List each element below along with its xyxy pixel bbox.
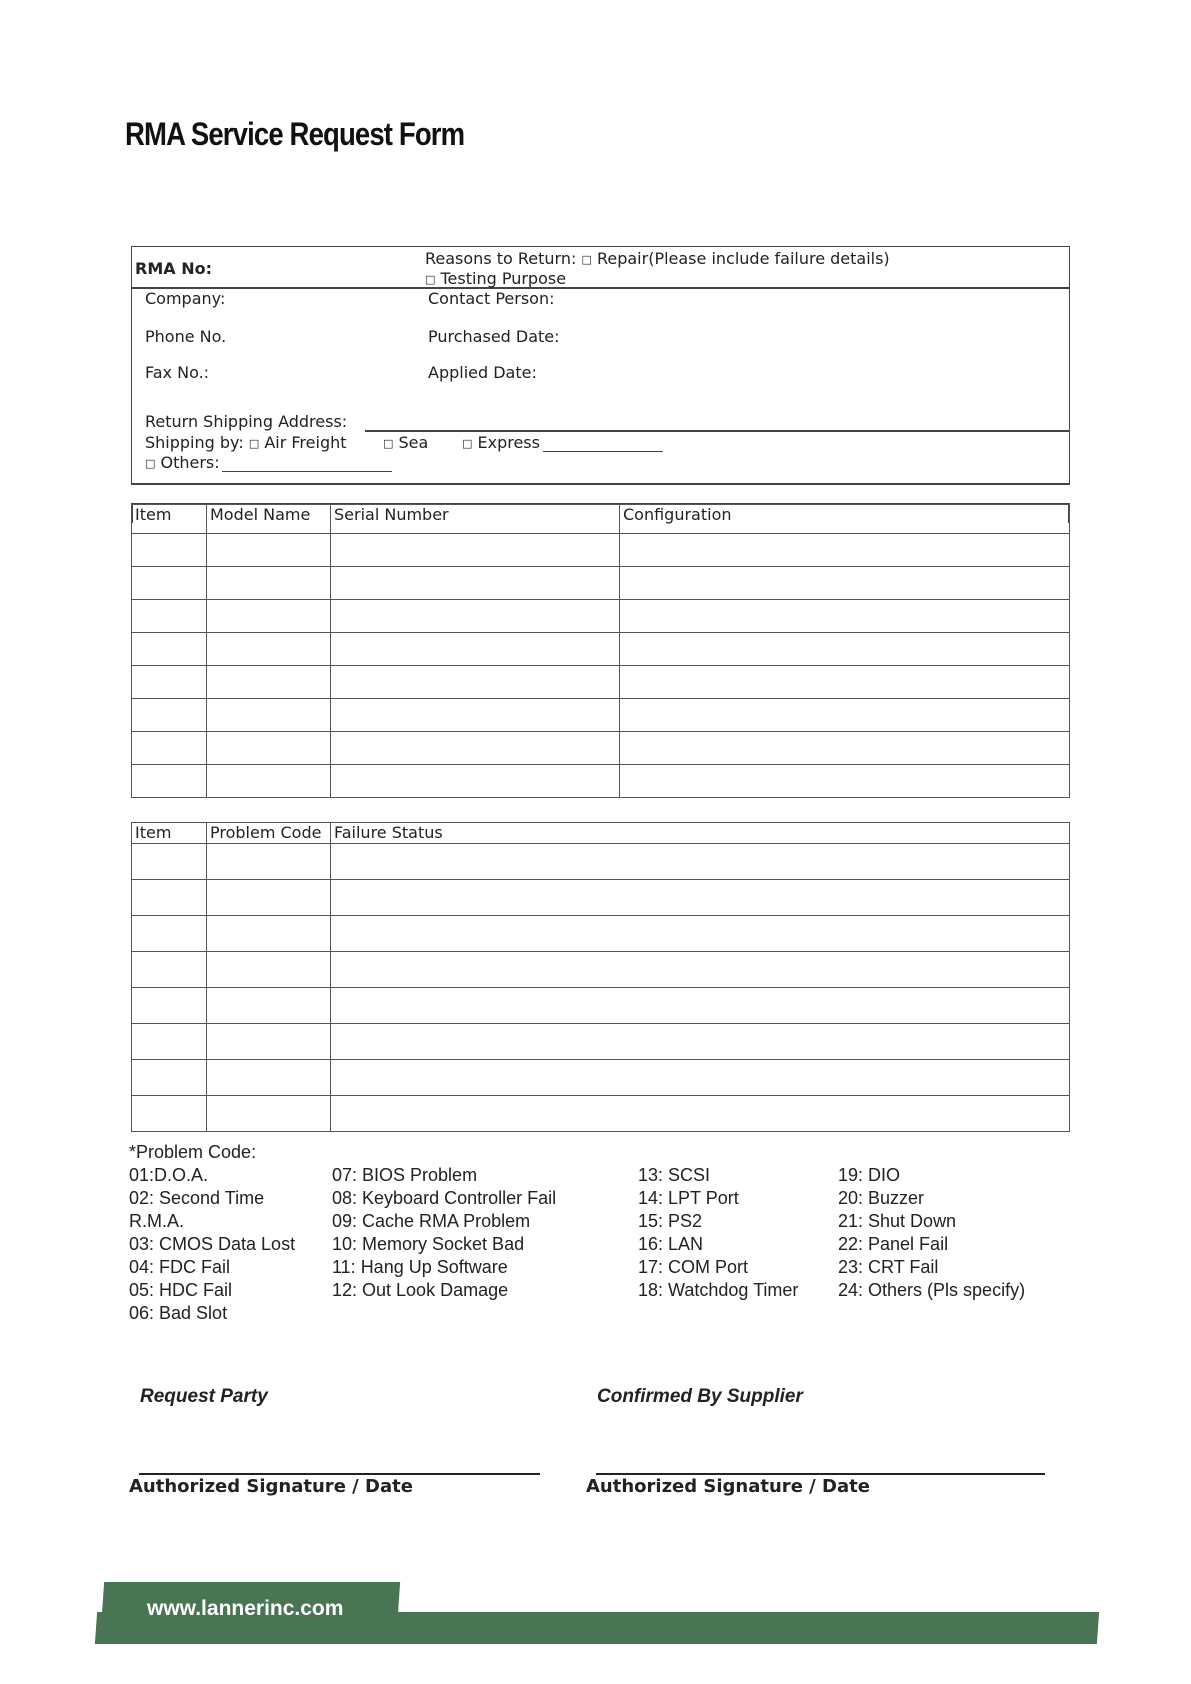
divider (131, 287, 1070, 289)
table-row[interactable] (132, 732, 1070, 765)
problem-code-title: *Problem Code: (129, 1142, 257, 1162)
problem-code-item: 21: Shut Down (838, 1211, 957, 1231)
table-cell[interactable] (132, 567, 207, 600)
table-cell[interactable] (132, 765, 207, 798)
table-cell[interactable] (331, 666, 620, 699)
table-row[interactable] (132, 880, 1070, 916)
column-header: Failure Status (331, 823, 1070, 844)
problem-code-item: 22: Panel Fail (838, 1234, 949, 1254)
table-cell[interactable] (331, 844, 1070, 880)
table-cell[interactable] (207, 765, 331, 798)
table-row[interactable] (132, 666, 1070, 699)
column-header: Problem Code (207, 823, 331, 844)
others-option: □ Others: (145, 453, 220, 472)
problem-code-item: 10: Memory Socket Bad (332, 1234, 525, 1254)
table-row[interactable] (132, 699, 1070, 732)
table-cell[interactable] (331, 1096, 1070, 1132)
repair-checkbox[interactable]: □ (581, 253, 592, 266)
column-header: Item (132, 823, 207, 844)
column-header: Model Name (207, 505, 331, 534)
table-cell[interactable] (331, 880, 1070, 916)
applied-date-label: Applied Date: (428, 363, 537, 382)
others-checkbox[interactable]: □ (145, 457, 156, 470)
table-cell[interactable] (620, 600, 1070, 633)
problem-code-item: 20: Buzzer (838, 1188, 925, 1208)
table-cell[interactable] (132, 534, 207, 567)
problem-code-item: 04: FDC Fail (129, 1257, 231, 1277)
reasons-label: Reasons to Return: □ Repair(Please include failure details) (425, 249, 890, 268)
table-row[interactable] (132, 952, 1070, 988)
table-cell[interactable] (331, 1060, 1070, 1096)
table-cell[interactable] (132, 844, 207, 880)
table-cell[interactable] (132, 916, 207, 952)
shipping-by-row: Shipping by: □ Air Freight (145, 433, 347, 452)
divider (131, 483, 1070, 485)
problem-code-item: 13: SCSI (638, 1165, 711, 1185)
table-cell[interactable] (331, 916, 1070, 952)
problem-code-item: 23: CRT Fail (838, 1257, 939, 1277)
table-cell[interactable] (132, 988, 207, 1024)
table-row[interactable] (132, 1060, 1070, 1096)
column-header: Configuration (620, 505, 1070, 534)
express-input-line[interactable] (543, 451, 663, 452)
table-cell[interactable] (132, 633, 207, 666)
table-cell[interactable] (331, 534, 620, 567)
table-cell[interactable] (207, 952, 331, 988)
table-cell[interactable] (207, 699, 331, 732)
column-header: Serial Number (331, 505, 620, 534)
confirmed-by-heading: Confirmed By Supplier (597, 1386, 803, 1407)
table-row[interactable] (132, 534, 1070, 567)
table-cell[interactable] (207, 916, 331, 952)
failure-table (131, 822, 1070, 1132)
problem-code-item: 09: Cache RMA Problem (332, 1211, 531, 1231)
table-cell[interactable] (620, 534, 1070, 567)
table-cell[interactable] (331, 1024, 1070, 1060)
problem-code-item: 15: PS2 (638, 1211, 703, 1231)
table-cell[interactable] (132, 1096, 207, 1132)
return-address-label: Return Shipping Address: (145, 412, 348, 431)
column-header: Item (132, 505, 207, 534)
problem-code-item: 07: BIOS Problem (332, 1165, 478, 1185)
table-cell[interactable] (207, 988, 331, 1024)
table-cell[interactable] (331, 600, 620, 633)
table-cell[interactable] (132, 1060, 207, 1096)
table-cell[interactable] (331, 567, 620, 600)
contact-person-label: Contact Person: (428, 289, 555, 308)
table-cell[interactable] (132, 600, 207, 633)
company-label: Company: (145, 289, 226, 308)
problem-code-column-2 (332, 1164, 556, 1302)
table-cell[interactable] (620, 567, 1070, 600)
testing-option: □ Testing Purpose (425, 269, 567, 288)
table-cell[interactable] (331, 952, 1070, 988)
table-header-row (132, 505, 1070, 534)
table-row[interactable] (132, 633, 1070, 666)
table-row[interactable] (132, 600, 1070, 633)
table-cell[interactable] (620, 666, 1070, 699)
table-cell[interactable] (207, 880, 331, 916)
table-cell[interactable] (132, 732, 207, 765)
problem-code-column-4 (838, 1164, 1025, 1302)
table-cell[interactable] (132, 699, 207, 732)
items-table (131, 504, 1070, 798)
problem-code-item: 01:D.O.A. (129, 1165, 209, 1185)
supplier-signature-line[interactable] (596, 1473, 1045, 1475)
table-cell[interactable] (132, 1024, 207, 1060)
problem-code-item: 12: Out Look Damage (332, 1280, 509, 1300)
table-cell[interactable] (620, 699, 1070, 732)
table-cell[interactable] (207, 844, 331, 880)
problem-code-item: 05: HDC Fail (129, 1280, 233, 1300)
table-cell[interactable] (207, 600, 331, 633)
problem-code-item: 14: LPT Port (638, 1188, 739, 1208)
express-checkbox[interactable]: □ (462, 437, 473, 450)
phone-label: Phone No. (145, 327, 227, 346)
table-cell[interactable] (620, 732, 1070, 765)
problem-code-item: 11: Hang Up Software (332, 1257, 508, 1277)
problem-code-item: 24: Others (Pls specify) (838, 1280, 1026, 1300)
table-cell[interactable] (331, 633, 620, 666)
problem-code-item: 03: CMOS Data Lost (129, 1234, 296, 1254)
table-cell[interactable] (331, 732, 620, 765)
testing-checkbox[interactable]: □ (425, 273, 436, 286)
table-cell[interactable] (132, 952, 207, 988)
problem-code-column-1 (129, 1164, 295, 1325)
table-cell[interactable] (207, 633, 331, 666)
table-cell[interactable] (331, 765, 620, 798)
footer-url-link[interactable]: www.lannerinc.com (147, 1597, 344, 1620)
express-option: □ Express (462, 433, 540, 452)
table-row[interactable] (132, 567, 1070, 600)
supplier-signature-label: Authorized Signature / Date (586, 1476, 870, 1497)
problem-code-item: 19: DIO (838, 1165, 901, 1185)
problem-code-item: 08: Keyboard Controller Fail (332, 1188, 557, 1208)
repair-option-label: Repair(Please include failure details) (596, 249, 890, 268)
page-title: RMA Service Request Form (125, 116, 465, 152)
table-row[interactable] (132, 988, 1070, 1024)
request-party-heading: Request Party (140, 1386, 268, 1407)
table-cell[interactable] (207, 1060, 331, 1096)
address-input-line[interactable] (365, 430, 1069, 432)
table-row[interactable] (132, 765, 1070, 798)
table-cell[interactable] (331, 988, 1070, 1024)
table-row[interactable] (132, 844, 1070, 880)
table-cell[interactable] (620, 633, 1070, 666)
request-signature-label: Authorized Signature / Date (129, 1476, 413, 1497)
table-cell[interactable] (132, 666, 207, 699)
request-signature-line[interactable] (139, 1473, 540, 1475)
rma-no-label: RMA No: (135, 259, 212, 278)
table-cell[interactable] (331, 699, 620, 732)
others-input-line[interactable] (222, 471, 392, 472)
table-cell[interactable] (207, 534, 331, 567)
problem-code-item: R.M.A. (129, 1211, 185, 1231)
table-cell[interactable] (620, 765, 1070, 798)
sea-option: □ Sea (383, 433, 429, 452)
fax-label: Fax No.: (145, 363, 210, 382)
problem-code-item: 06: Bad Slot (129, 1303, 228, 1323)
table-cell[interactable] (132, 880, 207, 916)
table-header-row (132, 823, 1070, 844)
table-cell[interactable] (207, 732, 331, 765)
table-cell[interactable] (207, 1096, 331, 1132)
table-row[interactable] (132, 1096, 1070, 1132)
table-cell[interactable] (207, 567, 331, 600)
purchased-date-label: Purchased Date: (428, 327, 560, 346)
sea-checkbox[interactable]: □ (383, 437, 394, 450)
air-freight-checkbox[interactable]: □ (248, 437, 260, 450)
problem-code-item: 02: Second Time (129, 1188, 265, 1208)
problem-code-item: 17: COM Port (638, 1257, 749, 1277)
table-row[interactable] (132, 916, 1070, 952)
table-row[interactable] (132, 1024, 1070, 1060)
table-cell[interactable] (207, 1024, 331, 1060)
problem-code-item: 18: Watchdog Timer (638, 1280, 799, 1300)
problem-code-item: 16: LAN (638, 1234, 704, 1254)
problem-code-column-3 (638, 1164, 798, 1302)
table-cell[interactable] (207, 666, 331, 699)
